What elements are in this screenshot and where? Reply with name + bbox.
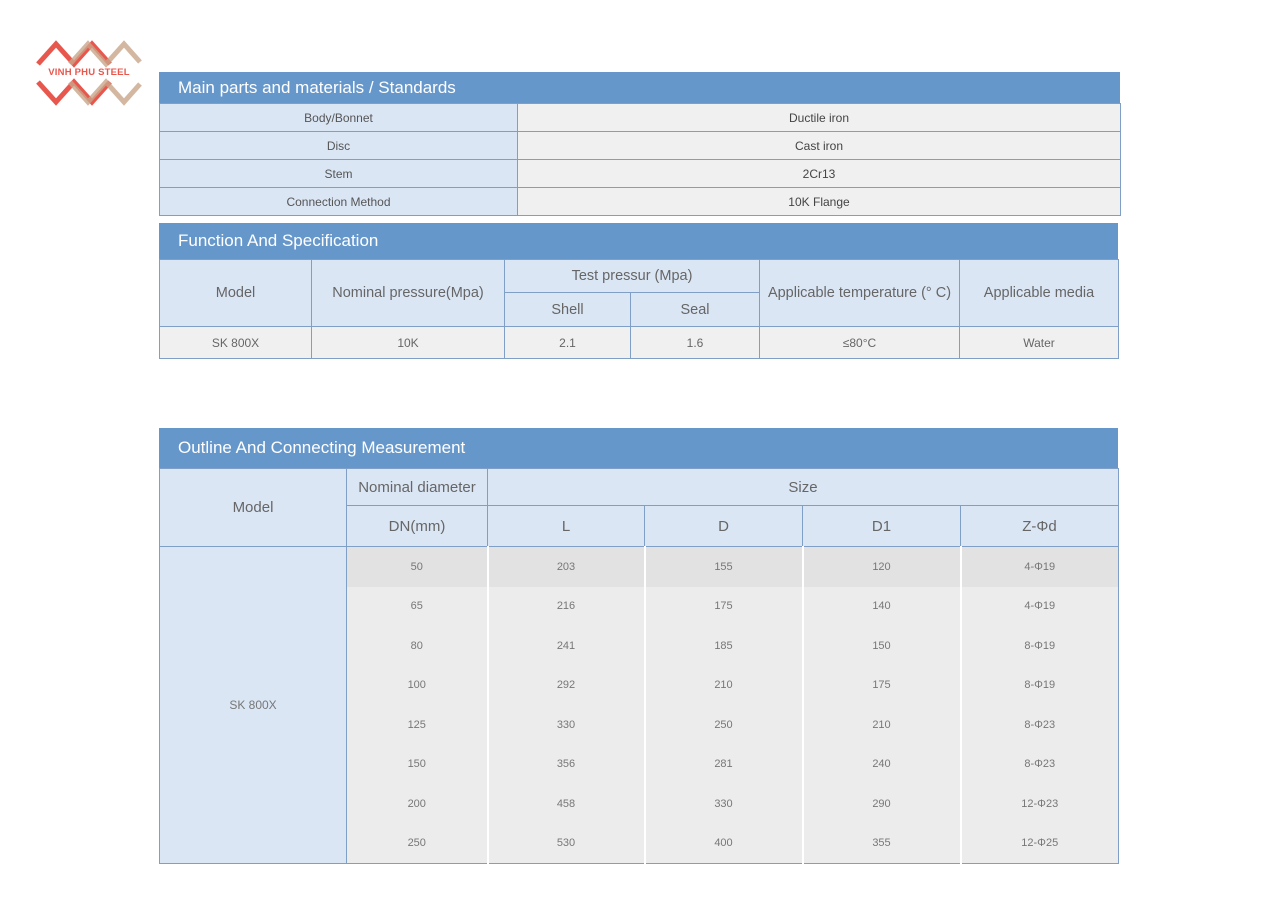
part-material: Ductile iron [518,104,1121,132]
z-value: 8-Φ23 [961,745,1119,785]
d-value: 281 [645,745,803,785]
spec-media: Water [960,327,1119,359]
d1-value: 175 [803,666,961,706]
dn-value: 65 [347,587,488,627]
d-value: 185 [645,626,803,666]
dn-value: 100 [347,666,488,706]
z-value: 4-Φ19 [961,587,1119,627]
outline-title: Outline And Connecting Measurement [159,428,1118,468]
l-value: 458 [488,784,645,824]
z-value: 12-Φ23 [961,784,1119,824]
d1-value: 210 [803,705,961,745]
header-d1: D1 [803,506,961,547]
part-material: 2Cr13 [518,160,1121,188]
materials-table [159,103,1121,216]
d1-value: 140 [803,587,961,627]
d1-value: 355 [803,824,961,864]
z-value: 12-Φ25 [961,824,1119,864]
header-dn: DN(mm) [347,506,488,547]
part-material: Cast iron [518,132,1121,160]
d-value: 250 [645,705,803,745]
table-row [160,104,1121,132]
table-row [160,188,1121,216]
l-value: 203 [488,547,645,587]
z-value: 8-Φ19 [961,626,1119,666]
part-name: Body/Bonnet [160,104,518,132]
d1-value: 150 [803,626,961,666]
l-value: 330 [488,705,645,745]
header-size: Size [488,469,1119,506]
header-nominal-pressure: Nominal pressure(Mpa) [312,260,505,327]
d1-value: 290 [803,784,961,824]
materials-title: Main parts and materials / Standards [159,72,1120,103]
z-value: 4-Φ19 [961,547,1119,587]
l-value: 530 [488,824,645,864]
table-row [160,160,1121,188]
l-value: 216 [488,587,645,627]
l-value: 241 [488,626,645,666]
logo-text: VINH PHU STEEL [48,67,130,78]
model-value: SK 800X [160,547,347,864]
header-l: L [488,506,645,547]
d-value: 400 [645,824,803,864]
d-value: 330 [645,784,803,824]
spec-nominal-pressure: 10K [312,327,505,359]
table-row [160,547,1119,587]
part-name: Connection Method [160,188,518,216]
z-value: 8-Φ23 [961,705,1119,745]
z-value: 8-Φ19 [961,666,1119,706]
company-logo [36,40,142,106]
d-value: 210 [645,666,803,706]
d-value: 175 [645,587,803,627]
dn-value: 250 [347,824,488,864]
dn-value: 80 [347,626,488,666]
part-name: Disc [160,132,518,160]
part-material: 10K Flange [518,188,1121,216]
header-seal: Seal [631,293,760,327]
part-name: Stem [160,160,518,188]
spec-temperature: ≤80°C [760,327,960,359]
dn-value: 150 [347,745,488,785]
d1-value: 120 [803,547,961,587]
table-row [160,132,1121,160]
header-model: Model [160,469,347,547]
header-shell: Shell [505,293,631,327]
spec-model: SK 800X [160,327,312,359]
d-value: 155 [645,547,803,587]
outline-table [159,468,1119,864]
function-spec-table [159,259,1119,359]
l-value: 356 [488,745,645,785]
spec-row [160,327,1119,359]
l-value: 292 [488,666,645,706]
function-spec-title: Function And Specification [159,223,1118,259]
spec-seal: 1.6 [631,327,760,359]
header-model: Model [160,260,312,327]
dn-value: 200 [347,784,488,824]
dn-value: 50 [347,547,488,587]
d1-value: 240 [803,745,961,785]
header-test-pressure: Test pressur (Mpa) [505,260,760,293]
header-z: Z-Φd [961,506,1119,547]
header-nominal-diameter: Nominal diameter [347,469,488,506]
dn-value: 125 [347,705,488,745]
header-temperature: Applicable temperature (° C) [760,260,960,327]
header-media: Applicable media [960,260,1119,327]
spec-shell: 2.1 [505,327,631,359]
header-d: D [645,506,803,547]
